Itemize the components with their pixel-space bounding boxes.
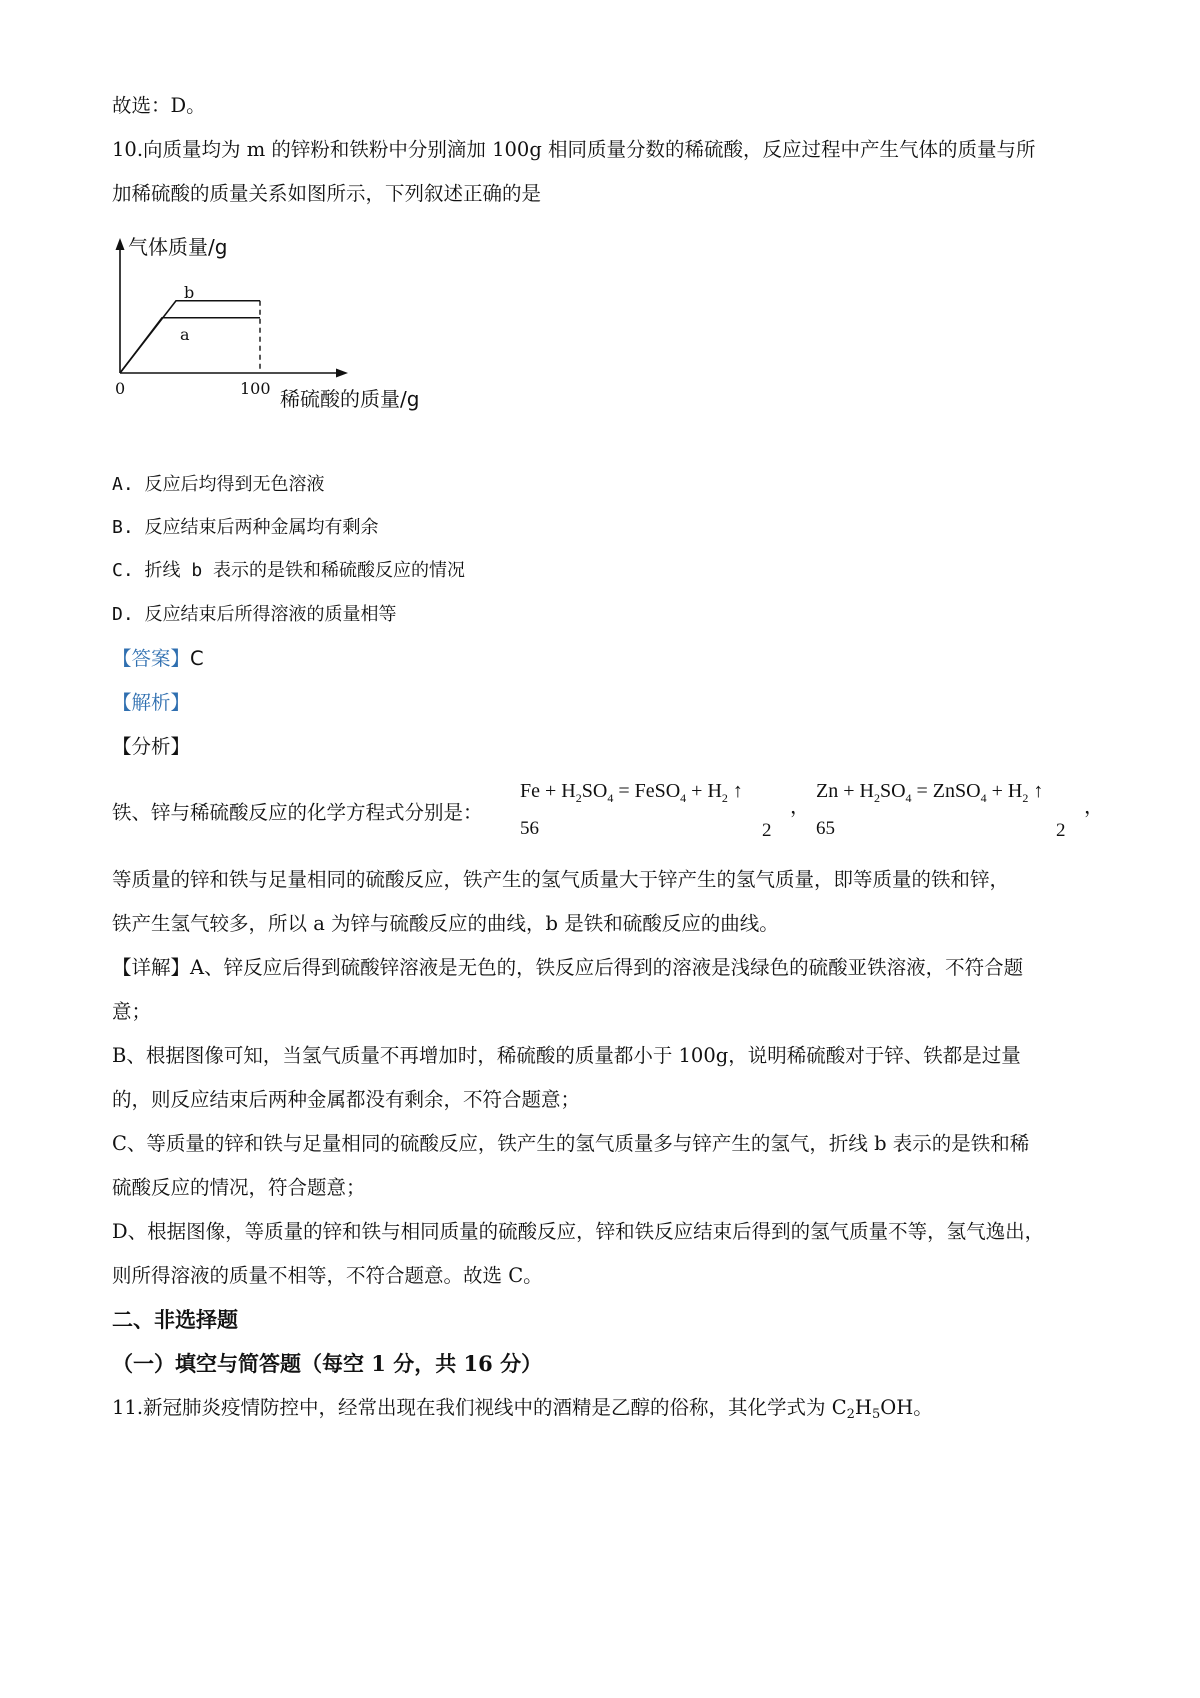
answer-label: 【答案】 [112,647,191,670]
detail-line-7: D、根据图像，等质量的锌和铁与相同质量的硫酸反应，锌和铁反应结束后得到的氢气质量不等，氢气逸出， [112,1220,1045,1243]
zn-h2-mass-2: 2 [1056,820,1066,841]
analysis-label: 【解析】 [112,691,191,714]
zn-equation: $Zn + H_2SO_4$ = ZnSO$_4$ + $H_2$ ↑ [816,780,1044,805]
x-axis-arrow [336,369,348,378]
detail-line-5: C、等质量的锌和铁与足量相同的硫酸反应，铁产生的氢气质量多与锌产生的氢气，折线 b 表示的是铁和稀 [112,1132,1030,1155]
question-10-line1: 10.向质量均为 m 的锌粉和铁粉中分别滴加 100g 相同质量分数的稀硫酸，反应过程中产生气体的质量与所 [112,138,1036,161]
series-b-label: b [184,283,195,302]
fe-mass-56: 56 [520,818,539,839]
fenxi-label: 【分析】 [112,735,191,758]
series-b-line [120,301,260,373]
detail-line-2: 意； [112,1000,152,1023]
option-a: A. 反应后均得到无色溶液 [112,474,325,495]
y-axis-label: 气体质量/g [128,235,228,259]
analysis-para-1: 等质量的锌和铁与足量相同的硫酸反应，铁产生的氢气质量大于锌产生的氢气质量，即等质量的铁和锌， [112,868,1010,891]
detail-line-4: 的，则反应结束后两种金属都没有剩余，不符合题意； [112,1088,581,1111]
y-axis-arrow [116,238,125,250]
series-a-line [120,318,260,373]
x-tick-100: 100 [240,379,271,398]
option-c: C. 折线 b 表示的是铁和稀硫酸反应的情况 [112,560,466,581]
option-d: D. 反应结束后所得溶液的质量相等 [112,604,397,625]
detail-line-3: B、根据图像可知，当氢气质量不再增加时，稀硫酸的质量都小于 100g，说明稀硫酸对于锌、铁都是过量 [112,1044,1021,1067]
equation-separator: ， [790,796,810,818]
answer-value: C [190,647,204,670]
detail-line-1: 【详解】A、锌反应后得到硫酸锌溶液是无色的，铁反应后得到的溶液是浅绿色的硫酸亚铁溶液，不符合题 [112,956,1024,979]
detail-line-6: 硫酸反应的情况，符合题意； [112,1176,366,1199]
series-a-label: a [180,325,190,344]
fe-h2-mass-2: 2 [762,820,772,841]
line-choose-d: 故选：D。 [112,94,206,117]
detail-line-8: 则所得溶液的质量不相等，不符合题意。故选 C。 [112,1264,543,1287]
x-axis-label: 稀硫酸的质量/g [280,387,420,411]
analysis-para-2: 铁产生氢气较多，所以 a 为锌与硫酸反应的曲线，b 是铁和硫酸反应的曲线。 [112,912,779,935]
option-b: B. 反应结束后两种金属均有剩余 [112,517,379,538]
answer-line [112,645,204,673]
equation-intro: 铁、锌与稀硫酸反应的化学方程式分别是： [112,801,483,824]
gas-mass-chart [110,228,450,428]
section-2-1-heading: （一）填空与简答题（每空 1 分，共 16 分） [112,1351,543,1376]
fe-equation: $Fe + H_2SO_4$ = FeSO$_4$ + $H_2$ ↑ [520,780,743,805]
zn-mass-65: 65 [816,818,835,839]
question-10-line2: 加稀硫酸的质量关系如图所示，下列叙述正确的是 [112,182,542,205]
section-2-heading: 二、非选择题 [112,1307,238,1332]
equation-end: ， [1084,796,1104,818]
question-11: 11.新冠肺炎疫情防控中，经常出现在我们视线中的酒精是乙醇的俗称，其化学式为 $C_2H_5OH$。 [112,1396,933,1422]
origin-label: 0 [115,379,126,398]
